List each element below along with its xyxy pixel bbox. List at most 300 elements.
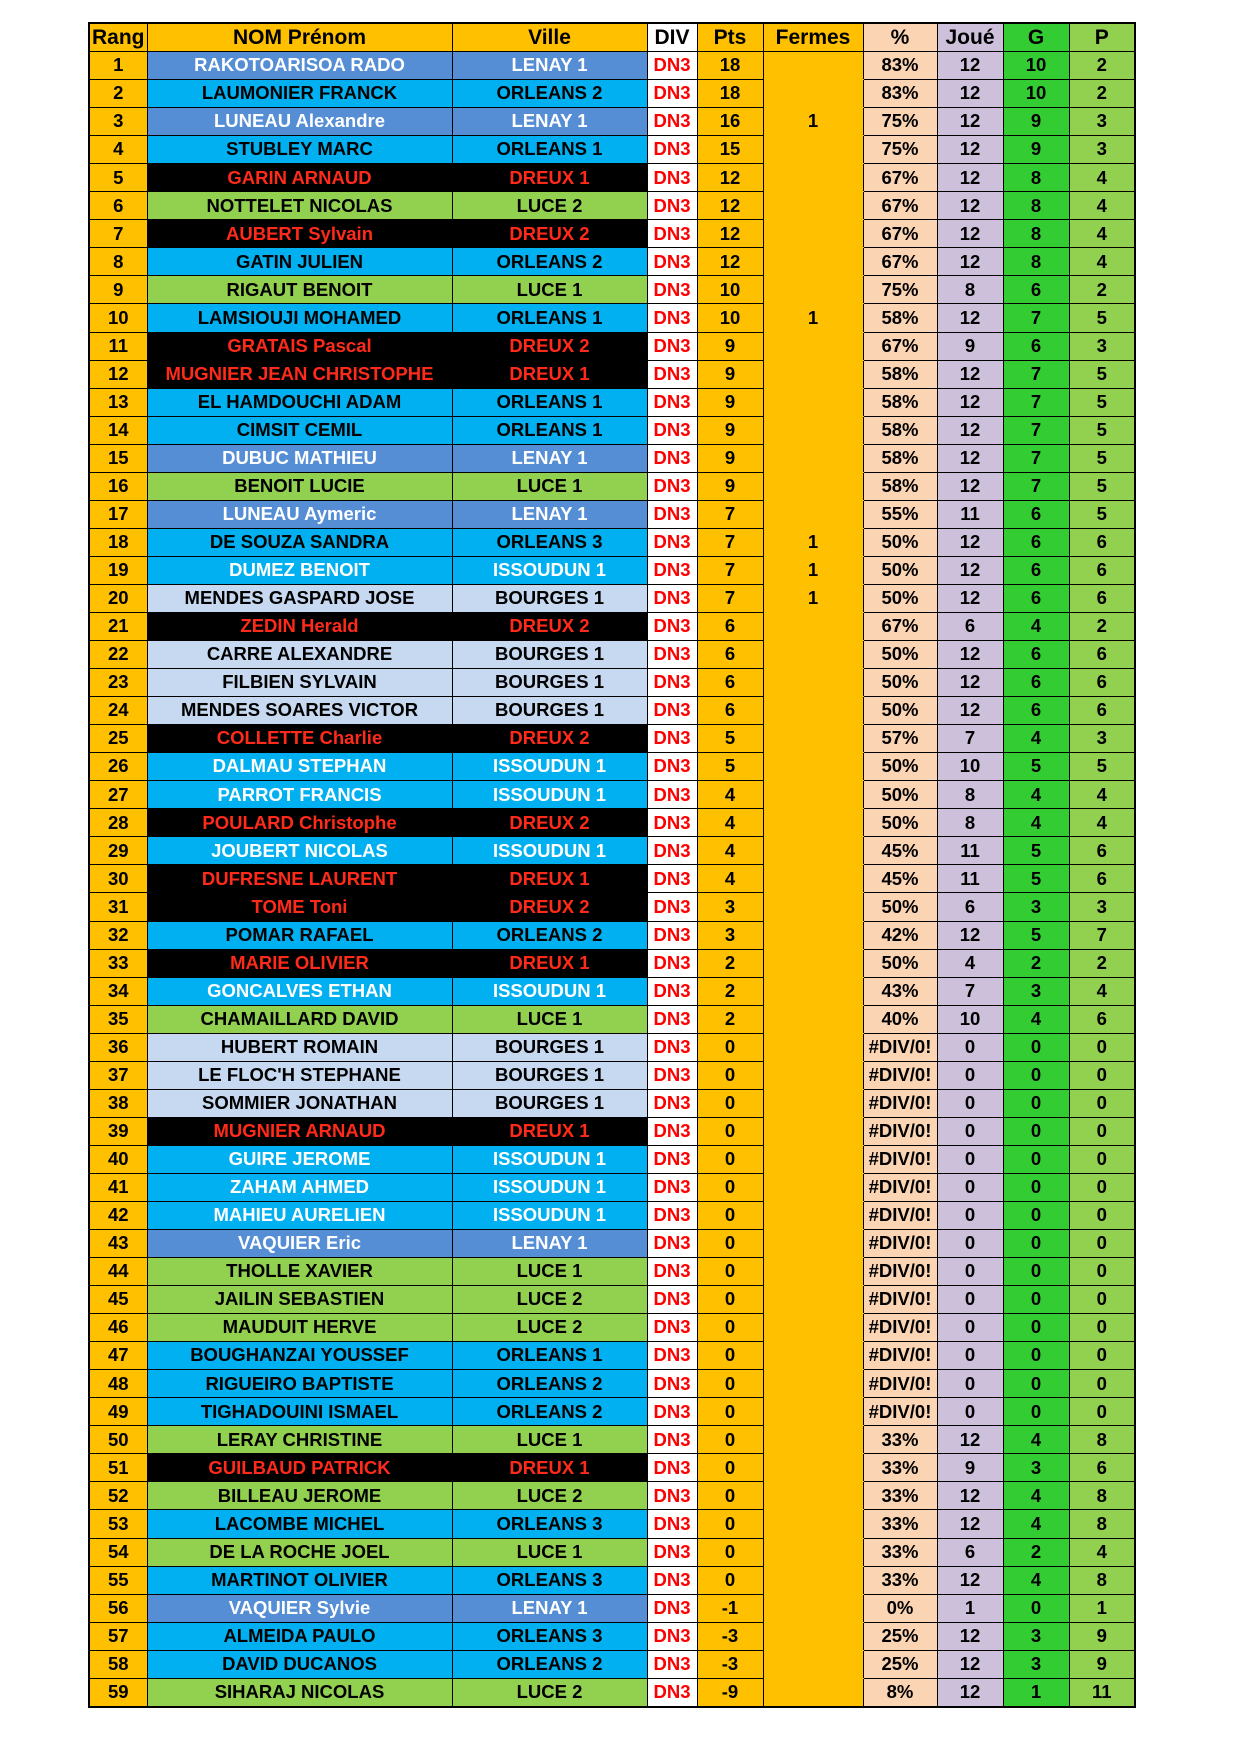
- cell-p: 0: [1069, 1089, 1135, 1117]
- cell-fermes: [763, 1314, 863, 1342]
- cell-p: 5: [1069, 444, 1135, 472]
- cell-g: 0: [1003, 1145, 1069, 1173]
- cell-pts: 9: [697, 388, 763, 416]
- cell-pts: 0: [697, 1286, 763, 1314]
- cell-fermes: [763, 1342, 863, 1370]
- cell-div: DN3: [647, 332, 697, 360]
- cell-g: 3: [1003, 1454, 1069, 1482]
- cell-rang: 42: [89, 1201, 147, 1229]
- cell-pts: 0: [697, 1314, 763, 1342]
- cell-p: 6: [1069, 528, 1135, 556]
- cell-pct: #DIV/0!: [863, 1089, 937, 1117]
- cell-rang: 21: [89, 612, 147, 640]
- cell-p: 0: [1069, 1145, 1135, 1173]
- cell-joue: 0: [937, 1033, 1003, 1061]
- cell-pts: 0: [697, 1398, 763, 1426]
- cell-pts: 2: [697, 949, 763, 977]
- cell-ville: BOURGES 1: [452, 641, 647, 669]
- table-row: [89, 192, 1135, 220]
- table-row: [89, 388, 1135, 416]
- cell-pct: 42%: [863, 921, 937, 949]
- cell-pts: 7: [697, 500, 763, 528]
- cell-rang: 22: [89, 641, 147, 669]
- cell-nom: GUILBAUD PATRICK: [147, 1454, 452, 1482]
- cell-fermes: [763, 641, 863, 669]
- cell-joue: 12: [937, 1622, 1003, 1650]
- cell-p: 3: [1069, 725, 1135, 753]
- cell-joue: 12: [937, 641, 1003, 669]
- cell-p: 2: [1069, 52, 1135, 80]
- cell-fermes: [763, 809, 863, 837]
- cell-fermes: [763, 697, 863, 725]
- table-row: [89, 80, 1135, 108]
- table-row: [89, 1594, 1135, 1622]
- table-row: [89, 136, 1135, 164]
- cell-div: DN3: [647, 80, 697, 108]
- cell-ville: DREUX 1: [452, 1454, 647, 1482]
- cell-fermes: [763, 1061, 863, 1089]
- cell-pct: 83%: [863, 80, 937, 108]
- cell-g: 2: [1003, 1538, 1069, 1566]
- cell-g: 6: [1003, 556, 1069, 584]
- cell-joue: 0: [937, 1201, 1003, 1229]
- cell-div: DN3: [647, 1089, 697, 1117]
- cell-p: 0: [1069, 1230, 1135, 1258]
- cell-pct: #DIV/0!: [863, 1342, 937, 1370]
- cell-g: 8: [1003, 164, 1069, 192]
- cell-rang: 52: [89, 1482, 147, 1510]
- cell-pct: 50%: [863, 781, 937, 809]
- cell-rang: 17: [89, 500, 147, 528]
- cell-nom: RIGUEIRO BAPTISTE: [147, 1370, 452, 1398]
- table-row: [89, 304, 1135, 332]
- cell-joue: 12: [937, 108, 1003, 136]
- ranking-rows: [89, 52, 1135, 1707]
- cell-p: 3: [1069, 893, 1135, 921]
- cell-rang: 8: [89, 248, 147, 276]
- cell-nom: MUGNIER JEAN CHRISTOPHE: [147, 360, 452, 388]
- cell-ville: ORLEANS 2: [452, 248, 647, 276]
- cell-div: DN3: [647, 360, 697, 388]
- table-row: [89, 893, 1135, 921]
- cell-div: DN3: [647, 1678, 697, 1707]
- cell-joue: 0: [937, 1089, 1003, 1117]
- cell-pct: 50%: [863, 641, 937, 669]
- cell-fermes: [763, 136, 863, 164]
- cell-rang: 3: [89, 108, 147, 136]
- cell-pts: 2: [697, 977, 763, 1005]
- cell-pct: #DIV/0!: [863, 1061, 937, 1089]
- cell-g: 0: [1003, 1033, 1069, 1061]
- cell-nom: CHAMAILLARD DAVID: [147, 1005, 452, 1033]
- cell-p: 6: [1069, 697, 1135, 725]
- cell-g: 0: [1003, 1201, 1069, 1229]
- cell-fermes: 1: [763, 304, 863, 332]
- cell-nom: BILLEAU JEROME: [147, 1482, 452, 1510]
- cell-ville: LENAY 1: [452, 1230, 647, 1258]
- cell-joue: 7: [937, 977, 1003, 1005]
- cell-rang: 59: [89, 1678, 147, 1707]
- cell-p: 4: [1069, 809, 1135, 837]
- cell-rang: 18: [89, 528, 147, 556]
- cell-g: 4: [1003, 725, 1069, 753]
- cell-pct: #DIV/0!: [863, 1173, 937, 1201]
- cell-p: 4: [1069, 164, 1135, 192]
- cell-pct: #DIV/0!: [863, 1398, 937, 1426]
- cell-ville: LUCE 1: [452, 1538, 647, 1566]
- cell-nom: LUNEAU Aymeric: [147, 500, 452, 528]
- cell-pct: 67%: [863, 220, 937, 248]
- cell-p: 0: [1069, 1258, 1135, 1286]
- cell-fermes: 1: [763, 556, 863, 584]
- table-row: [89, 1678, 1135, 1707]
- cell-nom: LAMSIOUJI MOHAMED: [147, 304, 452, 332]
- cell-div: DN3: [647, 1201, 697, 1229]
- cell-p: 0: [1069, 1342, 1135, 1370]
- cell-ville: ORLEANS 1: [452, 304, 647, 332]
- header-joue: Joué: [937, 23, 1003, 52]
- table-row: [89, 1201, 1135, 1229]
- table-row: [89, 1033, 1135, 1061]
- cell-ville: LENAY 1: [452, 444, 647, 472]
- cell-joue: 12: [937, 528, 1003, 556]
- cell-nom: MAUDUIT HERVE: [147, 1314, 452, 1342]
- table-row: [89, 1145, 1135, 1173]
- cell-rang: 23: [89, 669, 147, 697]
- cell-pts: 9: [697, 444, 763, 472]
- cell-rang: 24: [89, 697, 147, 725]
- cell-joue: 0: [937, 1061, 1003, 1089]
- table-row: [89, 1566, 1135, 1594]
- cell-rang: 27: [89, 781, 147, 809]
- cell-div: DN3: [647, 556, 697, 584]
- header-nom: NOM Prénom: [147, 23, 452, 52]
- cell-rang: 56: [89, 1594, 147, 1622]
- cell-g: 0: [1003, 1230, 1069, 1258]
- cell-ville: BOURGES 1: [452, 1089, 647, 1117]
- cell-rang: 30: [89, 865, 147, 893]
- table-row: [89, 276, 1135, 304]
- cell-joue: 12: [937, 248, 1003, 276]
- cell-rang: 16: [89, 472, 147, 500]
- cell-fermes: [763, 248, 863, 276]
- cell-g: 4: [1003, 1482, 1069, 1510]
- cell-ville: ORLEANS 2: [452, 1398, 647, 1426]
- cell-div: DN3: [647, 276, 697, 304]
- cell-p: 6: [1069, 837, 1135, 865]
- header-pct: %: [863, 23, 937, 52]
- table-row: [89, 977, 1135, 1005]
- cell-fermes: [763, 80, 863, 108]
- cell-nom: LAUMONIER FRANCK: [147, 80, 452, 108]
- cell-rang: 28: [89, 809, 147, 837]
- cell-rang: 25: [89, 725, 147, 753]
- cell-p: 1: [1069, 1594, 1135, 1622]
- cell-nom: LE FLOC'H STEPHANE: [147, 1061, 452, 1089]
- table-row: [89, 52, 1135, 80]
- table-row: [89, 1258, 1135, 1286]
- cell-joue: 6: [937, 1538, 1003, 1566]
- cell-p: 0: [1069, 1314, 1135, 1342]
- table-row: [89, 1510, 1135, 1538]
- cell-pts: 0: [697, 1510, 763, 1538]
- table-row: [89, 164, 1135, 192]
- cell-pct: 67%: [863, 248, 937, 276]
- cell-ville: ORLEANS 2: [452, 921, 647, 949]
- cell-rang: 32: [89, 921, 147, 949]
- cell-nom: MARTINOT OLIVIER: [147, 1566, 452, 1594]
- cell-pts: 0: [697, 1538, 763, 1566]
- cell-nom: STUBLEY MARC: [147, 136, 452, 164]
- cell-pts: -9: [697, 1678, 763, 1707]
- table-row: [89, 1650, 1135, 1678]
- header-rang: Rang: [89, 23, 147, 52]
- cell-joue: 12: [937, 304, 1003, 332]
- cell-p: 0: [1069, 1117, 1135, 1145]
- cell-pct: #DIV/0!: [863, 1201, 937, 1229]
- table-row: [89, 781, 1135, 809]
- cell-ville: DREUX 1: [452, 949, 647, 977]
- table-row: [89, 1089, 1135, 1117]
- cell-p: 2: [1069, 80, 1135, 108]
- cell-rang: 41: [89, 1173, 147, 1201]
- table-row: [89, 1426, 1135, 1454]
- cell-rang: 29: [89, 837, 147, 865]
- cell-pts: 7: [697, 584, 763, 612]
- cell-nom: GARIN ARNAUD: [147, 164, 452, 192]
- cell-joue: 12: [937, 220, 1003, 248]
- cell-nom: SIHARAJ NICOLAS: [147, 1678, 452, 1707]
- cell-g: 8: [1003, 220, 1069, 248]
- cell-joue: 0: [937, 1286, 1003, 1314]
- cell-p: 4: [1069, 220, 1135, 248]
- cell-joue: 12: [937, 584, 1003, 612]
- cell-div: DN3: [647, 1286, 697, 1314]
- cell-rang: 51: [89, 1454, 147, 1482]
- cell-div: DN3: [647, 1426, 697, 1454]
- cell-div: DN3: [647, 1342, 697, 1370]
- cell-p: 5: [1069, 388, 1135, 416]
- table-row: [89, 444, 1135, 472]
- cell-joue: 0: [937, 1117, 1003, 1145]
- table-row: [89, 360, 1135, 388]
- cell-pct: 43%: [863, 977, 937, 1005]
- cell-fermes: [763, 472, 863, 500]
- cell-nom: GRATAIS Pascal: [147, 332, 452, 360]
- table-row: [89, 1454, 1135, 1482]
- cell-nom: CARRE ALEXANDRE: [147, 641, 452, 669]
- cell-fermes: [763, 1566, 863, 1594]
- cell-joue: 12: [937, 697, 1003, 725]
- cell-joue: 0: [937, 1230, 1003, 1258]
- cell-ville: LUCE 2: [452, 1482, 647, 1510]
- cell-pct: #DIV/0!: [863, 1230, 937, 1258]
- cell-div: DN3: [647, 52, 697, 80]
- cell-div: DN3: [647, 1454, 697, 1482]
- cell-g: 0: [1003, 1314, 1069, 1342]
- cell-joue: 12: [937, 52, 1003, 80]
- cell-rang: 49: [89, 1398, 147, 1426]
- cell-nom: EL HAMDOUCHI ADAM: [147, 388, 452, 416]
- cell-pts: 2: [697, 1005, 763, 1033]
- cell-rang: 33: [89, 949, 147, 977]
- cell-pts: 3: [697, 893, 763, 921]
- cell-fermes: 1: [763, 528, 863, 556]
- header-row: [89, 23, 1135, 52]
- cell-joue: 11: [937, 837, 1003, 865]
- cell-div: DN3: [647, 1173, 697, 1201]
- cell-div: DN3: [647, 472, 697, 500]
- cell-rang: 44: [89, 1258, 147, 1286]
- cell-rang: 2: [89, 80, 147, 108]
- cell-div: DN3: [647, 1594, 697, 1622]
- table-row: [89, 612, 1135, 640]
- cell-p: 5: [1069, 416, 1135, 444]
- cell-nom: ZEDIN Herald: [147, 612, 452, 640]
- cell-g: 0: [1003, 1258, 1069, 1286]
- cell-nom: AUBERT Sylvain: [147, 220, 452, 248]
- cell-rang: 53: [89, 1510, 147, 1538]
- cell-pts: 0: [697, 1061, 763, 1089]
- cell-fermes: [763, 1622, 863, 1650]
- cell-g: 6: [1003, 584, 1069, 612]
- cell-fermes: [763, 977, 863, 1005]
- cell-pts: 0: [697, 1173, 763, 1201]
- cell-rang: 55: [89, 1566, 147, 1594]
- table-row: [89, 697, 1135, 725]
- cell-p: 4: [1069, 781, 1135, 809]
- cell-pct: 58%: [863, 304, 937, 332]
- cell-p: 4: [1069, 977, 1135, 1005]
- table-row: [89, 1622, 1135, 1650]
- cell-fermes: [763, 1005, 863, 1033]
- cell-p: 6: [1069, 1454, 1135, 1482]
- cell-joue: 0: [937, 1370, 1003, 1398]
- cell-g: 8: [1003, 248, 1069, 276]
- cell-g: 5: [1003, 837, 1069, 865]
- cell-div: DN3: [647, 1314, 697, 1342]
- cell-nom: JAILIN SEBASTIEN: [147, 1286, 452, 1314]
- cell-ville: LUCE 1: [452, 472, 647, 500]
- cell-div: DN3: [647, 136, 697, 164]
- cell-ville: ISSOUDUN 1: [452, 837, 647, 865]
- cell-div: DN3: [647, 1033, 697, 1061]
- cell-g: 4: [1003, 1005, 1069, 1033]
- cell-ville: DREUX 1: [452, 360, 647, 388]
- cell-fermes: [763, 360, 863, 388]
- cell-joue: 12: [937, 669, 1003, 697]
- cell-div: DN3: [647, 1650, 697, 1678]
- cell-p: 3: [1069, 108, 1135, 136]
- table-row: [89, 753, 1135, 781]
- cell-rang: 58: [89, 1650, 147, 1678]
- cell-ville: ORLEANS 3: [452, 1566, 647, 1594]
- header-div: DIV: [647, 23, 697, 52]
- cell-joue: 12: [937, 1426, 1003, 1454]
- cell-joue: 0: [937, 1145, 1003, 1173]
- cell-p: 8: [1069, 1426, 1135, 1454]
- cell-p: 8: [1069, 1510, 1135, 1538]
- cell-pct: 50%: [863, 893, 937, 921]
- cell-g: 4: [1003, 781, 1069, 809]
- cell-div: DN3: [647, 725, 697, 753]
- cell-pts: 5: [697, 725, 763, 753]
- cell-ville: ORLEANS 1: [452, 1342, 647, 1370]
- cell-joue: 9: [937, 332, 1003, 360]
- cell-ville: DREUX 1: [452, 164, 647, 192]
- cell-pts: 18: [697, 80, 763, 108]
- cell-pts: 6: [697, 612, 763, 640]
- cell-pct: 55%: [863, 500, 937, 528]
- cell-ville: LENAY 1: [452, 1594, 647, 1622]
- header-pts: Pts: [697, 23, 763, 52]
- cell-rang: 36: [89, 1033, 147, 1061]
- cell-g: 0: [1003, 1173, 1069, 1201]
- cell-pts: 9: [697, 416, 763, 444]
- cell-pct: 50%: [863, 528, 937, 556]
- cell-ville: DREUX 2: [452, 809, 647, 837]
- cell-fermes: [763, 416, 863, 444]
- cell-rang: 38: [89, 1089, 147, 1117]
- cell-fermes: [763, 220, 863, 248]
- cell-joue: 12: [937, 80, 1003, 108]
- table-row: [89, 1286, 1135, 1314]
- cell-pts: 6: [697, 641, 763, 669]
- cell-joue: 12: [937, 921, 1003, 949]
- cell-pct: #DIV/0!: [863, 1258, 937, 1286]
- cell-ville: BOURGES 1: [452, 584, 647, 612]
- cell-div: DN3: [647, 612, 697, 640]
- cell-ville: ORLEANS 1: [452, 388, 647, 416]
- cell-div: DN3: [647, 977, 697, 1005]
- cell-rang: 5: [89, 164, 147, 192]
- cell-pct: 67%: [863, 164, 937, 192]
- cell-nom: BOUGHANZAI YOUSSEF: [147, 1342, 452, 1370]
- table-row: [89, 220, 1135, 248]
- cell-pct: 33%: [863, 1538, 937, 1566]
- cell-rang: 34: [89, 977, 147, 1005]
- cell-nom: RIGAUT BENOIT: [147, 276, 452, 304]
- cell-nom: DUBUC MATHIEU: [147, 444, 452, 472]
- cell-fermes: [763, 500, 863, 528]
- cell-nom: LERAY CHRISTINE: [147, 1426, 452, 1454]
- cell-p: 2: [1069, 612, 1135, 640]
- cell-pts: -1: [697, 1594, 763, 1622]
- cell-pts: 0: [697, 1370, 763, 1398]
- cell-div: DN3: [647, 220, 697, 248]
- cell-pct: 50%: [863, 584, 937, 612]
- cell-pts: 10: [697, 304, 763, 332]
- cell-pts: 0: [697, 1117, 763, 1145]
- cell-g: 10: [1003, 80, 1069, 108]
- cell-joue: 12: [937, 1566, 1003, 1594]
- cell-p: 6: [1069, 865, 1135, 893]
- cell-div: DN3: [647, 500, 697, 528]
- cell-ville: BOURGES 1: [452, 697, 647, 725]
- cell-fermes: [763, 1398, 863, 1426]
- table-row: [89, 1173, 1135, 1201]
- cell-ville: ISSOUDUN 1: [452, 1173, 647, 1201]
- cell-fermes: [763, 1370, 863, 1398]
- cell-fermes: [763, 52, 863, 80]
- cell-nom: DALMAU STEPHAN: [147, 753, 452, 781]
- cell-g: 0: [1003, 1342, 1069, 1370]
- cell-g: 7: [1003, 416, 1069, 444]
- cell-g: 4: [1003, 1566, 1069, 1594]
- cell-pts: 9: [697, 332, 763, 360]
- cell-rang: 4: [89, 136, 147, 164]
- cell-div: DN3: [647, 192, 697, 220]
